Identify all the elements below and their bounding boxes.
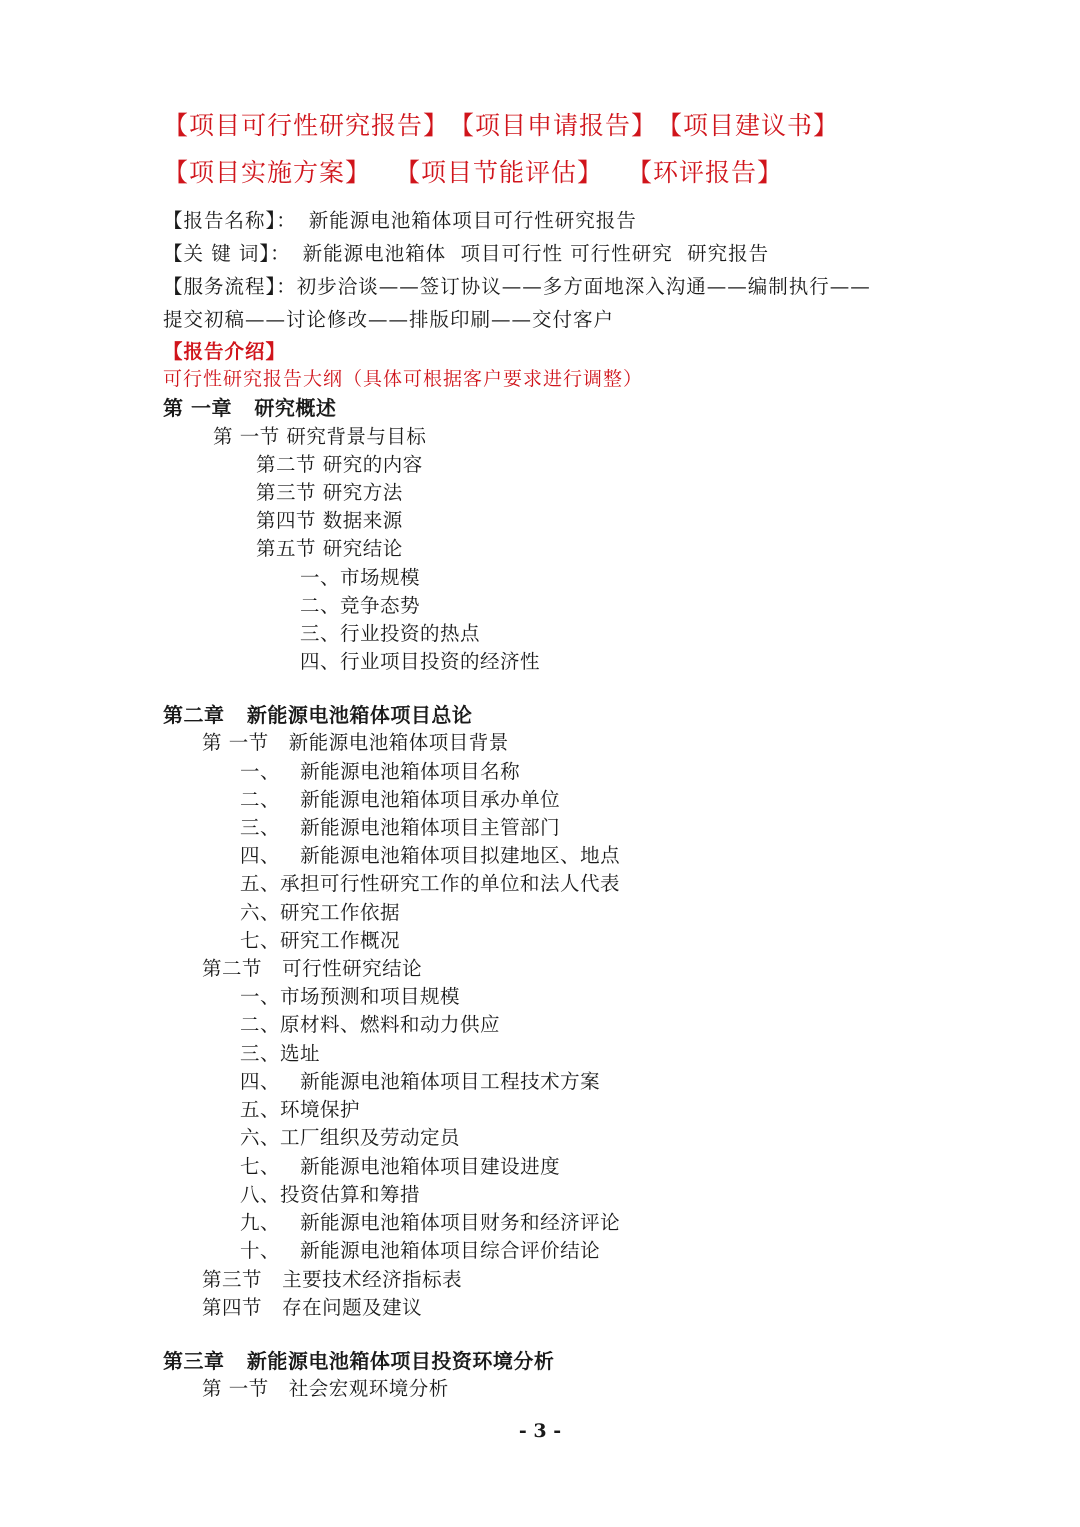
- chapter-1-title: 第 一章 研究概述: [163, 396, 337, 420]
- ch1-section-5: 第五节 研究结论: [256, 537, 403, 560]
- ch2-section-1: 第 一节 新能源电池箱体项目背景: [202, 731, 509, 754]
- ch2-s1-item: 二、 新能源电池箱体项目承办单位: [240, 788, 561, 811]
- ch2-s1-item: 六、研究工作依据: [240, 901, 401, 924]
- ch2-s2-item: 八、投资估算和筹措: [240, 1183, 421, 1206]
- banner-feasibility-report: 【项目可行性研究报告】: [163, 111, 450, 140]
- ch2-s2-item: 五、环境保护: [240, 1098, 361, 1121]
- ch1-section-2: 第二节 研究的内容: [256, 453, 423, 476]
- service-banner-row-1: [163, 106, 839, 142]
- banner-implementation-plan: 【项目实施方案】: [163, 158, 372, 187]
- ch3-section-1: 第 一节 社会宏观环境分析: [202, 1377, 449, 1400]
- ch2-s1-item: 一、 新能源电池箱体项目名称: [240, 760, 521, 783]
- page-number: - 3 -: [518, 1420, 562, 1442]
- ch2-s2-item: 十、 新能源电池箱体项目综合评价结论: [240, 1239, 601, 1262]
- keywords-label: 【关 键 词】：: [163, 242, 291, 265]
- banner-eia-report: 【环评报告】: [627, 158, 784, 187]
- ch1-s5-item: 四、行业项目投资的经济性: [300, 650, 541, 673]
- banner-energy-assessment: 【项目节能评估】: [395, 158, 604, 187]
- keywords-value: 新能源电池箱体 项目可行性 可行性研究 研究报告: [302, 242, 770, 265]
- ch2-s2-item: 二、原材料、燃料和动力供应: [240, 1013, 501, 1036]
- ch2-s2-item: 四、 新能源电池箱体项目工程技术方案: [240, 1070, 601, 1093]
- ch2-section-4: 第四节 存在问题及建议: [202, 1296, 423, 1319]
- ch2-s2-item: 一、市场预测和项目规模: [240, 985, 461, 1008]
- chapter-2-title: 第二章 新能源电池箱体项目总论: [163, 703, 473, 727]
- report-intro-heading: 【报告介绍】: [163, 340, 287, 363]
- outline-heading: 可行性研究报告大纲（具体可根据客户要求进行调整）: [163, 368, 644, 390]
- ch2-s2-item: 七、 新能源电池箱体项目建设进度: [240, 1155, 561, 1178]
- service-flow-label: 【服务流程】：: [163, 275, 297, 298]
- banner-proposal: 【项目建议书】: [657, 111, 840, 140]
- ch1-section-3: 第三节 研究方法: [256, 481, 403, 504]
- service-flow-continuation: 提交初稿——讨论修改——排版印刷——交付客户: [163, 308, 615, 331]
- ch2-section-3: 第三节 主要技术经济指标表: [202, 1268, 463, 1291]
- ch1-section-4: 第四节 数据来源: [256, 509, 403, 532]
- report-name-value: 新能源电池箱体项目可行性研究报告: [308, 209, 637, 232]
- ch1-s5-item: 一、市场规模: [300, 566, 421, 589]
- report-name-label: 【报告名称】：: [163, 209, 297, 232]
- ch2-section-2: 第二节 可行性研究结论: [202, 957, 423, 980]
- chapter-3-title: 第三章 新能源电池箱体项目投资环境分析: [163, 1349, 555, 1373]
- ch2-s1-item: 七、研究工作概况: [240, 929, 401, 952]
- keywords-line: [163, 238, 769, 266]
- report-name-line: [163, 205, 637, 233]
- service-flow-line: [163, 271, 871, 299]
- banner-application-report: 【项目申请报告】: [449, 111, 658, 140]
- ch2-s1-item: 三、 新能源电池箱体项目主管部门: [240, 816, 561, 839]
- service-flow-value: 初步洽谈——签订协议——多方面地深入沟通——编制执行——: [296, 275, 871, 298]
- ch1-s5-item: 二、竞争态势: [300, 594, 421, 617]
- ch1-section-1: 第 一节 研究背景与目标: [213, 425, 427, 448]
- service-banner-row-2: [163, 153, 783, 189]
- ch2-s2-item: 九、 新能源电池箱体项目财务和经济评论: [240, 1211, 621, 1234]
- ch1-s5-item: 三、行业投资的热点: [300, 622, 481, 645]
- ch2-s1-item: 四、 新能源电池箱体项目拟建地区、地点: [240, 844, 621, 867]
- ch2-s2-item: 六、工厂组织及劳动定员: [240, 1126, 461, 1149]
- ch2-s1-item: 五、承担可行性研究工作的单位和法人代表: [240, 872, 621, 895]
- ch2-s2-item: 三、选址: [240, 1042, 321, 1065]
